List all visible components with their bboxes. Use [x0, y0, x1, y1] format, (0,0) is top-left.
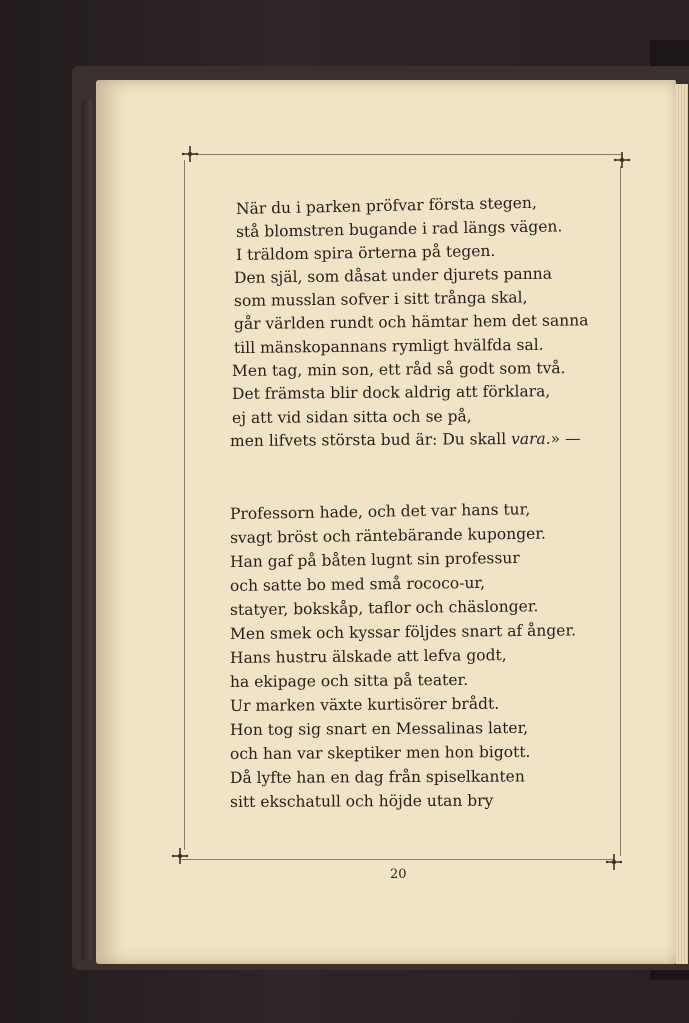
poem-line: Han gaf på båten lugnt sin professur [229, 548, 520, 571]
book-spine [82, 100, 92, 960]
poem-line-last [230, 430, 581, 450]
poem-line: Hon tog sig snart en Messalinas later, [229, 718, 529, 739]
page-number: 20 [390, 867, 407, 882]
poem-line: I träldom spira örterna på tegen. [235, 241, 496, 264]
poem-line: stå blomstren bugande i rad längs vägen. [235, 217, 563, 241]
poem-line: och han var skeptiker men hon bigott. [229, 742, 531, 763]
poem-line: statyer, bokskåp, taflor och chäslonger. [229, 597, 539, 619]
poem-line: som musslan sofver i sitt trånga skal, [233, 288, 528, 310]
poem-line: Den själ, som dåsat under djurets panna [233, 264, 553, 287]
poem-line: Men smek och kyssar följdes snart af ånger. [229, 621, 577, 643]
poem-line: till mänskopannans rymligt hvälfda sal. [233, 335, 544, 357]
corner-ornament-icon [180, 144, 200, 164]
poem-line: Men tag, min son, ett råd så godt som två. [231, 359, 566, 380]
corner-ornament-icon [612, 150, 632, 170]
poem-line: Ur marken växte kurtisörer brådt. [229, 694, 500, 715]
poem-line: går världen rundt och hämtar hem det sanna [233, 311, 589, 333]
poem-line: svagt bröst och räntebärande kuponger. [229, 524, 547, 547]
poem-line: och satte bo med små rococo-ur, [229, 573, 486, 595]
poem-line: ej att vid sidan sitta och se på, [231, 407, 472, 427]
poem-line: När du i parken pröfvar första stegen, [235, 193, 537, 218]
frame-rule-right [620, 166, 621, 856]
page-edges [676, 84, 688, 964]
corner-ornament-icon [170, 846, 190, 866]
frame-rule-top [190, 154, 622, 155]
frame-rule-left [184, 160, 185, 850]
poem-line: Då lyfte han en dag från spiselkanten [229, 767, 525, 787]
poem-line: Hans hustru älskade att lefva godt, [229, 646, 507, 667]
poem-line: Professorn hade, och det var hans tur, [229, 500, 531, 523]
frame-rule-bottom [180, 859, 614, 860]
poem-line: ha ekipage och sitta på teater. [229, 670, 469, 691]
corner-ornament-icon [604, 852, 624, 872]
poem-line: Det främsta blir dock aldrig att förklara, [231, 382, 551, 403]
poem-emphasis: vara. [511, 429, 551, 449]
poem-line: sitt ekschatull och höjde utan bry [229, 791, 494, 811]
poem-line-tail: » — [550, 429, 581, 448]
poem-line-text: men lifvets största bud är: Du skall [229, 430, 507, 450]
